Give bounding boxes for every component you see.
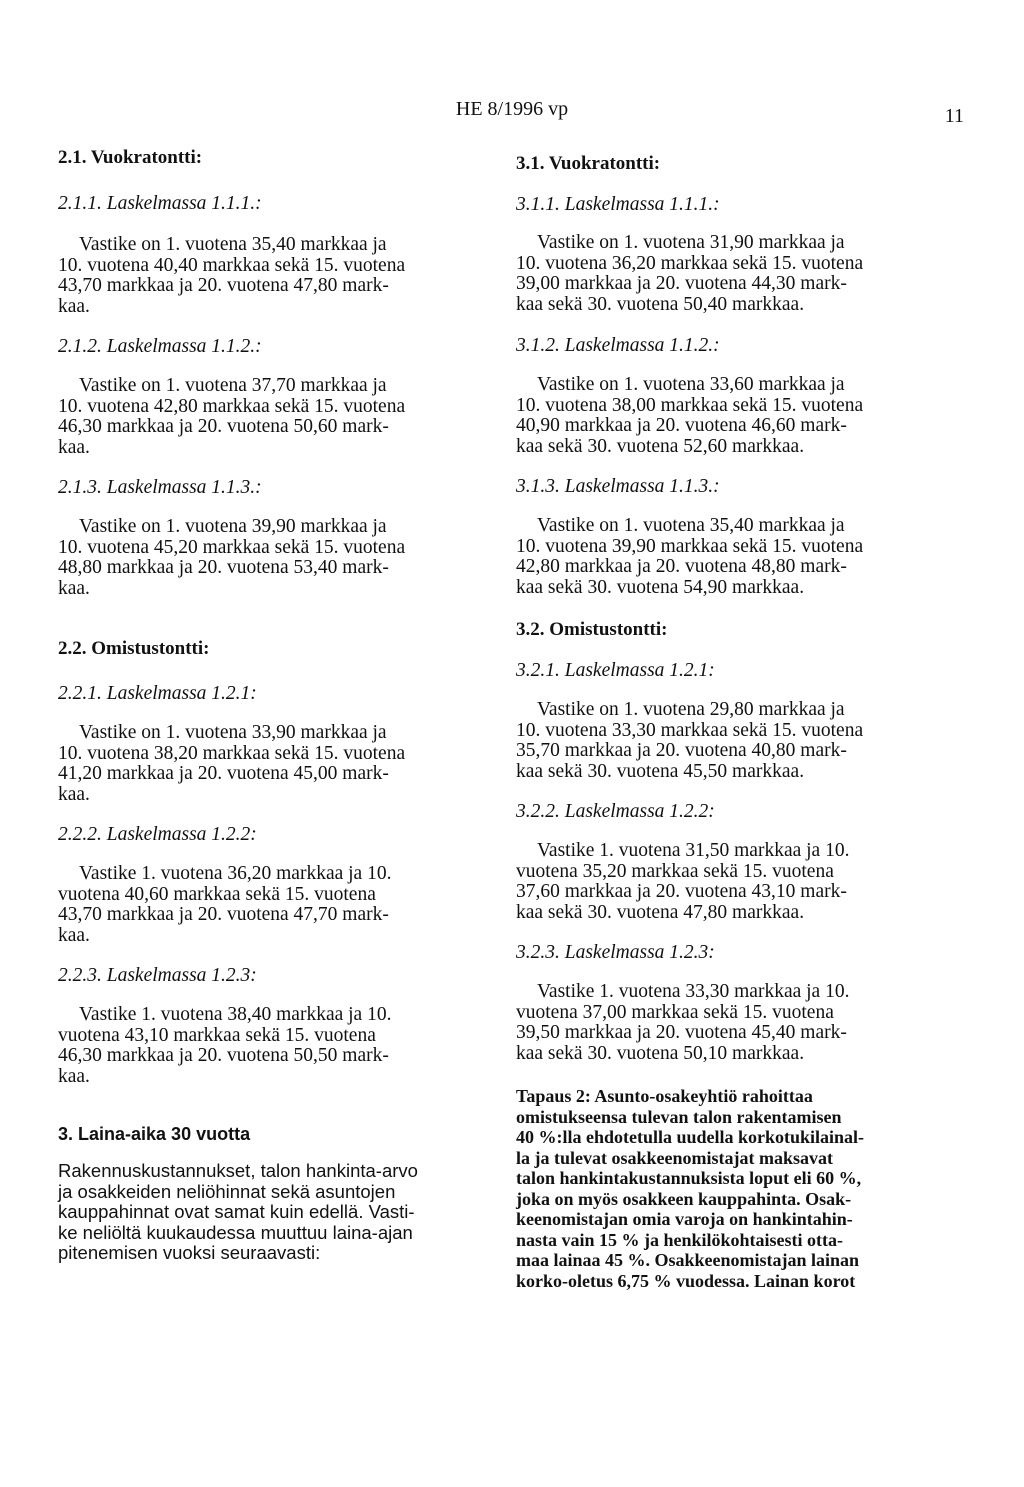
section-heading-3: 3. Laina-aika 30 vuotta [58, 1124, 251, 1144]
subsection-heading-2-1-1: 2.1.1. Laskelmassa 1.1.1.: [58, 193, 262, 214]
subsection-heading-3-2-3: 3.2.3. Laskelmassa 1.2.3: [516, 942, 715, 963]
subsection-heading-3-2-2: 3.2.2. Laskelmassa 1.2.2: [516, 801, 715, 822]
subsection-heading-2-2-2: 2.2.2. Laskelmassa 1.2.2: [58, 824, 257, 845]
left-column [58, 146, 490, 1264]
page-number: 11 [944, 105, 964, 127]
subsection-heading-2-1-2: 2.1.2. Laskelmassa 1.1.2.: [58, 336, 262, 357]
paragraph-2-2-2: Vastike 1. vuotena 36,20 markkaa ja 10. vuotena 40,60 markkaa sekä 15. vuotena 43,70 markkaa ja 20. vuotena 47,70 mark- kaa. [58, 863, 392, 946]
subsection-heading-3-2-1: 3.2.1. Laskelmassa 1.2.1: [516, 660, 715, 681]
subsection-heading-3-1-1: 3.1.1. Laskelmassa 1.1.1.: [516, 194, 720, 215]
paragraph-2-1-3: Vastike on 1. vuotena 39,90 markkaa ja 10. vuotena 45,20 markkaa sekä 15. vuotena 48,80 markkaa ja 20. vuotena 53,40 mark- kaa. [58, 516, 406, 599]
paragraph-3-2-1: Vastike on 1. vuotena 29,80 markkaa ja 10. vuotena 33,30 markkaa sekä 15. vuotena 35,70 markkaa ja 20. vuotena 40,80 mark- kaa sekä 30. vuotena 45,50 markkaa. [516, 699, 864, 782]
subsection-heading-3-1-2: 3.1.2. Laskelmassa 1.1.2.: [516, 335, 720, 356]
paragraph-tapaus-2: Tapaus 2: Asunto-osakeyhtiö rahoittaa omistukseensa tulevan talon rakentamisen 40 %:lla ehdotetulla uudella korkotukilainal- la ja tulevat osakkeenomistajat maksavat talon hankintakustannuksista loput eli 60 %, joka on myös osakkeen kauppahinta. Osak- keenomistajan omia varoja on hankintahin- nasta vain 15 % ja henkilökohtaisesti otta- maa lainaa 45 %. Osakkeenomistajan lainan korko-oletus 6,75 % vuodessa. Lainan korot [516, 1086, 865, 1291]
paragraph-3-2-2: Vastike 1. vuotena 31,50 markkaa ja 10. vuotena 35,20 markkaa sekä 15. vuotena 37,60 markkaa ja 20. vuotena 43,10 mark- kaa sekä 30. vuotena 47,80 markkaa. [516, 840, 850, 923]
paragraph-3-1-1: Vastike on 1. vuotena 31,90 markkaa ja 10. vuotena 36,20 markkaa sekä 15. vuotena 39,00 markkaa ja 20. vuotena 44,30 mark- kaa sekä 30. vuotena 50,40 markkaa. [516, 232, 864, 315]
subsection-heading-3-1-3: 3.1.3. Laskelmassa 1.1.3.: [516, 476, 720, 497]
section-heading-3-1: 3.1. Vuokratontti: [516, 153, 661, 174]
paragraph-2-2-3: Vastike 1. vuotena 38,40 markkaa ja 10. vuotena 43,10 markkaa sekä 15. vuotena 46,30 markkaa ja 20. vuotena 50,50 mark- kaa. [58, 1004, 392, 1087]
paragraph-3-2-3: Vastike 1. vuotena 33,30 markkaa ja 10. vuotena 37,00 markkaa sekä 15. vuotena 39,50 markkaa ja 20. vuotena 45,40 mark- kaa sekä 30. vuotena 50,10 markkaa. [516, 981, 850, 1064]
section-heading-2-2: 2.2. Omistustontti: [58, 638, 210, 659]
document-header: HE 8/1996 vp [455, 98, 569, 120]
right-column [516, 146, 956, 1291]
paragraph-2-1-1: Vastike on 1. vuotena 35,40 markkaa ja 10. vuotena 40,40 markkaa sekä 15. vuotena 43,70 markkaa ja 20. vuotena 47,80 mark- kaa. [58, 234, 406, 317]
paragraph-3-1-2: Vastike on 1. vuotena 33,60 markkaa ja 10. vuotena 38,00 markkaa sekä 15. vuotena 40,90 markkaa ja 20. vuotena 46,60 mark- kaa sekä 30. vuotena 52,60 markkaa. [516, 374, 864, 457]
paragraph-2-2-1: Vastike on 1. vuotena 33,90 markkaa ja 10. vuotena 38,20 markkaa sekä 15. vuotena 41,20 markkaa ja 20. vuotena 45,00 mark- kaa. [58, 722, 406, 805]
section-heading-3-2: 3.2. Omistustontti: [516, 619, 668, 640]
subsection-heading-2-2-3: 2.2.3. Laskelmassa 1.2.3: [58, 965, 257, 986]
paragraph-3-1-3: Vastike on 1. vuotena 35,40 markkaa ja 10. vuotena 39,90 markkaa sekä 15. vuotena 42,80 markkaa ja 20. vuotena 48,80 mark- kaa sekä 30. vuotena 54,90 markkaa. [516, 515, 864, 598]
paragraph-3: Rakennuskustannukset, talon hankinta-arvo ja osakkeiden neliöhinnat sekä asuntojen kauppahinnat ovat samat kuin edellä. Vasti- ke neliöltä kuukaudessa muuttuu laina-ajan pitenemisen vuoksi seuraavasti: [58, 1160, 418, 1263]
subsection-heading-2-2-1: 2.2.1. Laskelmassa 1.2.1: [58, 683, 257, 704]
section-heading-2-1: 2.1. Vuokratontti: [58, 147, 203, 168]
paragraph-2-1-2: Vastike on 1. vuotena 37,70 markkaa ja 10. vuotena 42,80 markkaa sekä 15. vuotena 46,30 markkaa ja 20. vuotena 50,60 mark- kaa. [58, 375, 406, 458]
subsection-heading-2-1-3: 2.1.3. Laskelmassa 1.1.3.: [58, 477, 262, 498]
